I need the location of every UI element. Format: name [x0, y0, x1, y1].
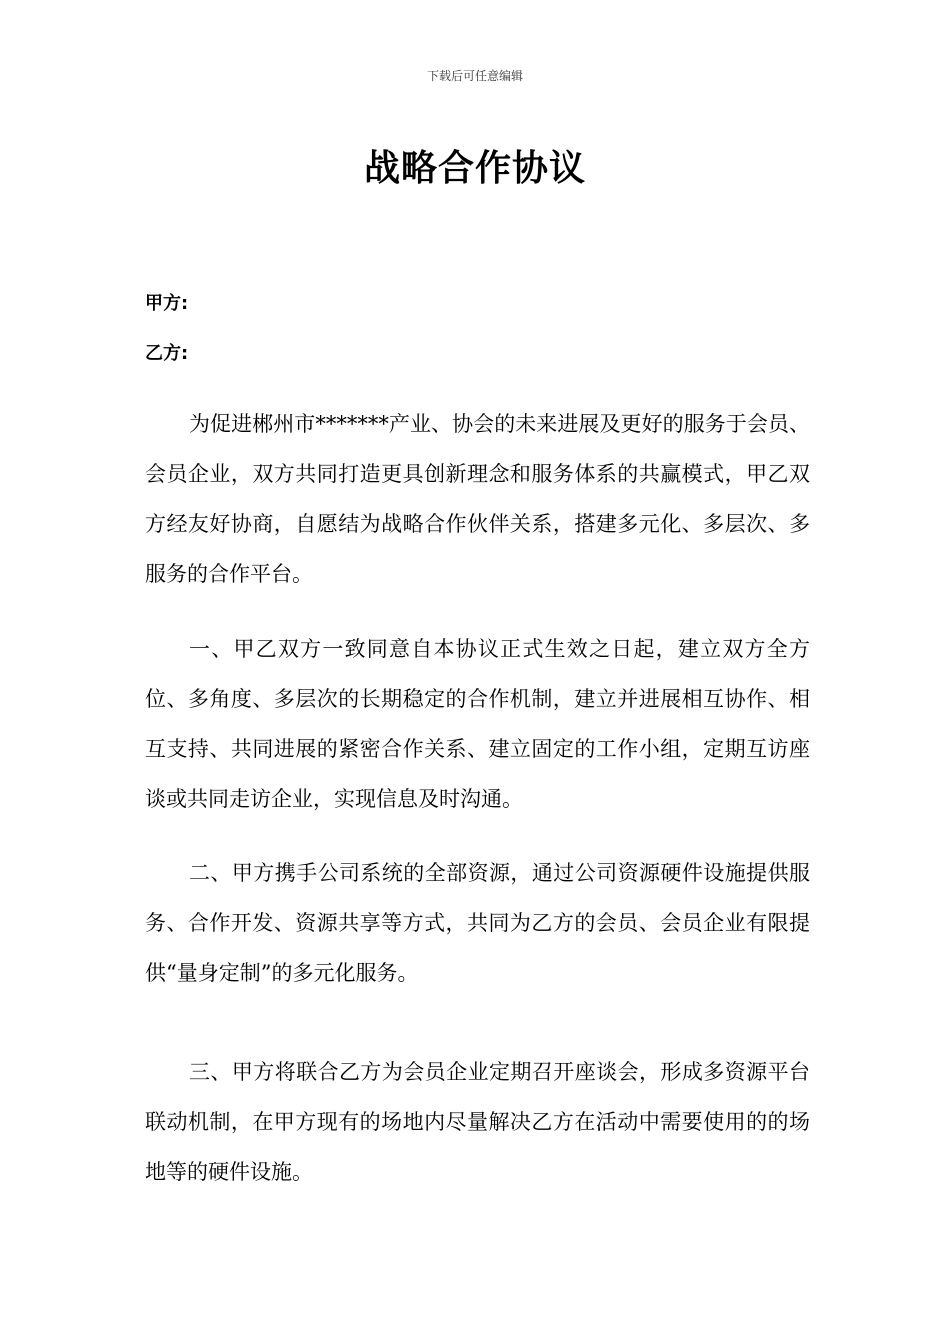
clause-two-paragraph: 二、甲方携手公司系统的全部资源，通过公司资源硬件设施提供服务、合作开发、资源共享等方式，共同为乙方的会员、会员企业有限提供“量身定制”的多元化服务。: [145, 861, 810, 985]
header-note: 下载后可任意编辑: [426, 69, 523, 83]
clause-three-paragraph: 三、甲方将联合乙方为会员企业定期召开座谈会，形成多资源平台联动机制，在甲方现有的场地内尽量解决乙方在活动中需要使用的的场地等的硬件设施。: [145, 1060, 810, 1184]
party-a-label: 甲方:: [145, 293, 189, 314]
intro-paragraph: 为促进郴州市*******产业、协会的未来进展及更好的服务于会员、会员企业，双方共同打造更具创新理念和服务体系的共赢模式，甲乙双方经友好协商，自愿结为战略合作伙伴关系，搭建多元化、多层次、多服务的合作平台。: [145, 412, 810, 586]
clause-one-paragraph: 一、甲乙双方一致同意自本协议正式生效之日起，建立双方全方位、多角度、多层次的长期稳定的合作机制，建立并进展相互协作、相互支持、共同进展的紧密合作关系、建立固定的工作小组，定期互访座谈或共同走访企业，实现信息及时沟通。: [145, 637, 810, 811]
document-title: 战略合作协议: [363, 148, 586, 189]
party-b-label: 乙方:: [145, 343, 189, 364]
